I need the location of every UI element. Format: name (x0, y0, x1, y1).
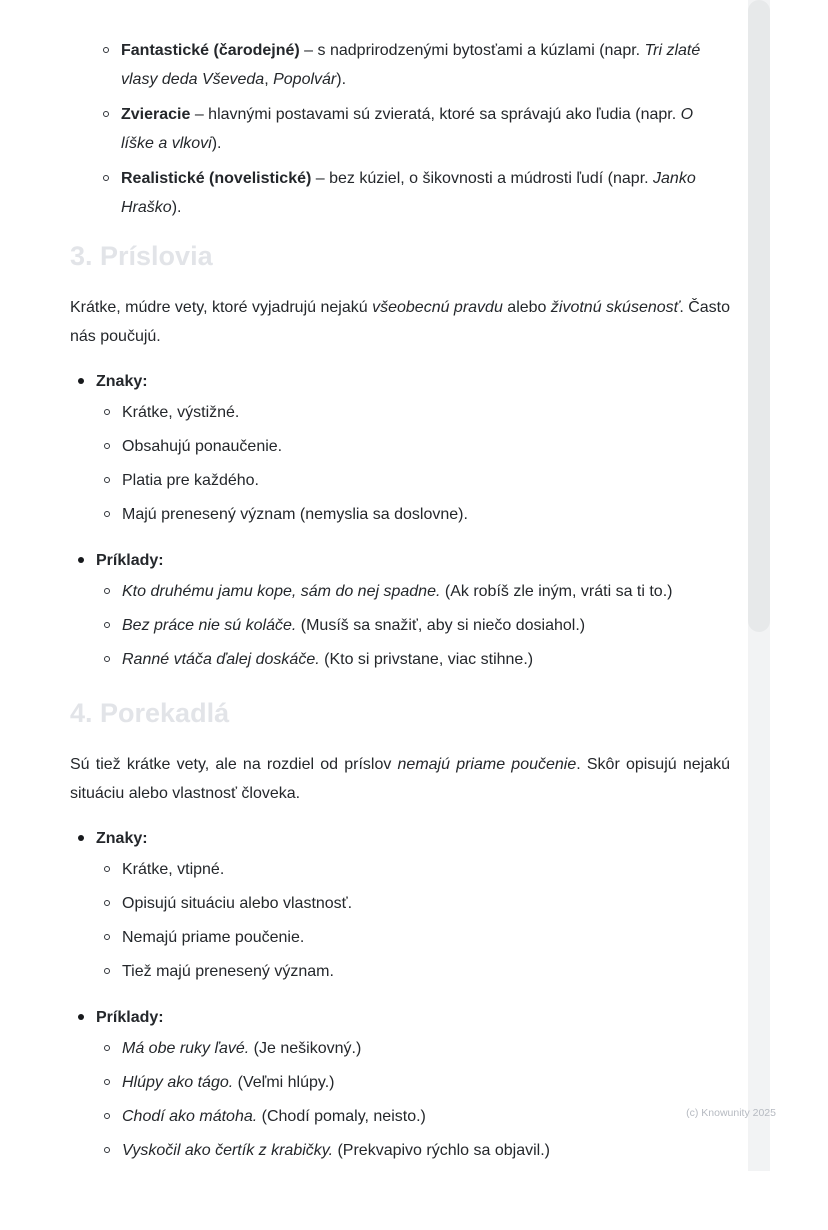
circle-bullet-icon (104, 477, 110, 483)
tale-types-list (70, 36, 730, 222)
list-item (103, 164, 730, 222)
text-run: – bez kúziel, o šikovnosti a múdrosti ľudí (napr. (311, 170, 654, 187)
list-item-text: Opisujú situáciu alebo vlastnosť. (122, 895, 353, 912)
group-label: Znaky: (96, 830, 148, 847)
group-priklady (78, 1003, 730, 1170)
list-item (104, 1068, 730, 1097)
text-run: životnú skúsenosť (550, 299, 680, 316)
group-body (96, 546, 730, 679)
circle-bullet-icon (104, 409, 110, 415)
text-run: Fantastické (čarodejné) (121, 42, 300, 59)
text-run: Chodí ako mátoha. (122, 1108, 258, 1125)
text-run: , (264, 71, 274, 88)
circle-bullet-icon (104, 900, 110, 906)
group-body (96, 1003, 730, 1170)
circle-bullet-icon (104, 588, 110, 594)
list-item-text (122, 1136, 730, 1165)
group-label: Príklady: (96, 552, 164, 569)
list-item-text: Tiež majú prenesený význam. (122, 963, 334, 980)
list-item (104, 957, 730, 986)
list-item (104, 923, 730, 952)
bullet-icon (78, 378, 84, 384)
list-item (104, 577, 730, 606)
list-item (103, 36, 730, 94)
list-item-text (122, 611, 730, 640)
text-run: Má obe ruky ľavé. (122, 1040, 250, 1057)
list-item (104, 645, 730, 674)
list-item-text (121, 164, 730, 222)
text-run: O líške a vlkovi (121, 106, 694, 152)
list-item-text (122, 1068, 730, 1097)
list-item-text: Krátke, vtipné. (122, 861, 225, 878)
text-run: (Ak robíš zle iným, vráti sa ti to.) (440, 583, 673, 600)
list-item-text (122, 1034, 730, 1063)
text-run: Krátke, múdre vety, ktoré vyjadrujú nejakú (70, 299, 373, 316)
list-item (104, 855, 730, 884)
section-heading-prislovia: 3. Príslovia (70, 241, 213, 271)
text-run: Realistické (novelistické) (121, 170, 312, 187)
list-item-text: Platia pre každého. (122, 472, 259, 489)
text-run: Popolvár (273, 71, 337, 88)
group-priklady (78, 546, 730, 679)
circle-bullet-icon (104, 443, 110, 449)
list-item (103, 100, 730, 158)
list-item (104, 398, 730, 427)
text-run: nemajú priame poučenie (397, 756, 577, 773)
circle-bullet-icon (104, 1045, 110, 1051)
list-item-text (121, 100, 730, 158)
text-run: Vyskočil ako čertík z krabičky. (122, 1142, 334, 1159)
scrollbar-thumb[interactable] (748, 0, 770, 632)
text-run: . Skôr opisujú nejakú situáciu alebo vlastnosť človeka. (70, 756, 730, 802)
list-item-text: Obsahujú ponaučenie. (122, 438, 283, 455)
section-intro-prislovia (70, 293, 730, 351)
porekadla-list (70, 824, 730, 1170)
bullet-icon (78, 835, 84, 841)
section-heading-porekadla: 4. Porekadlá (70, 698, 230, 728)
list-item (104, 500, 730, 529)
copyright-footer: (c) Knowunity 2025 (686, 1107, 776, 1119)
circle-bullet-icon (103, 111, 109, 117)
list-item-text: Krátke, výstižné. (122, 404, 240, 421)
circle-bullet-icon (104, 1113, 110, 1119)
text-run: Tri zlaté vlasy deda Vševeda (121, 42, 701, 88)
list-item (104, 1034, 730, 1063)
list-item (104, 432, 730, 461)
circle-bullet-icon (104, 866, 110, 872)
text-run: Bez práce nie sú koláče. (122, 617, 297, 634)
circle-bullet-icon (103, 175, 109, 181)
znaky-sublist (96, 855, 730, 986)
text-run: ). (336, 71, 347, 88)
circle-bullet-icon (104, 1147, 110, 1153)
text-run: (Kto si privstane, viac stihne.) (319, 651, 534, 668)
priklady-sublist (96, 1034, 730, 1165)
list-item (104, 889, 730, 918)
bullet-icon (78, 1014, 84, 1020)
group-label: Príklady: (96, 1009, 164, 1026)
circle-bullet-icon (104, 934, 110, 940)
priklady-sublist (96, 577, 730, 674)
list-item-text (121, 36, 730, 94)
section-intro-porekadla (70, 750, 730, 808)
prislovia-list (70, 367, 730, 679)
text-run: Hlúpy ako tágo. (122, 1074, 234, 1091)
circle-bullet-icon (104, 656, 110, 662)
circle-bullet-icon (103, 47, 109, 53)
circle-bullet-icon (104, 622, 110, 628)
text-run: – s nadprirodzenými bytosťami a kúzlami (napr. (299, 42, 645, 59)
text-run: (Veľmi hlúpy.) (233, 1074, 335, 1091)
text-run: (Je nešikovný.) (249, 1040, 362, 1057)
circle-bullet-icon (104, 511, 110, 517)
list-item (104, 1102, 730, 1131)
group-znaky (78, 367, 730, 534)
text-run: Kto druhému jamu kope, sám do nej spadne. (122, 583, 441, 600)
list-item-text (122, 577, 730, 606)
text-run: . Často nás poučujú. (70, 299, 731, 345)
text-run: – hlavnými postavami sú zvieratá, ktoré sa správajú ako ľudia (napr. (190, 106, 681, 123)
group-znaky (78, 824, 730, 991)
text-run: (Chodí pomaly, neisto.) (257, 1108, 426, 1125)
group-body (96, 367, 730, 534)
group-body (96, 824, 730, 991)
znaky-sublist (96, 398, 730, 529)
text-run: Sú tiež krátke vety, ale na rozdiel od príslov (70, 756, 398, 773)
text-run: alebo (502, 299, 551, 316)
list-item-text: Majú prenesený význam (nemyslia sa doslovne). (122, 506, 468, 523)
text-run: Janko Hraško (121, 170, 696, 216)
circle-bullet-icon (104, 968, 110, 974)
list-item (104, 611, 730, 640)
list-item (104, 466, 730, 495)
list-item-text (122, 1102, 730, 1131)
text-run: Zvieracie (121, 106, 191, 123)
group-label: Znaky: (96, 373, 148, 390)
text-run: ). (171, 199, 182, 216)
text-run: ). (211, 135, 222, 152)
bullet-icon (78, 557, 84, 563)
list-item-text: Nemajú priame poučenie. (122, 929, 305, 946)
list-item (104, 1136, 730, 1165)
circle-bullet-icon (104, 1079, 110, 1085)
text-run: všeobecnú pravdu (372, 299, 503, 316)
text-run: (Musíš sa snažiť, aby si niečo dosiahol.) (296, 617, 586, 634)
list-item-text (122, 645, 730, 674)
text-run: (Prekvapivo rýchlo sa objavil.) (333, 1142, 550, 1159)
text-run: Ranné vtáča ďalej doskáče. (122, 651, 320, 668)
